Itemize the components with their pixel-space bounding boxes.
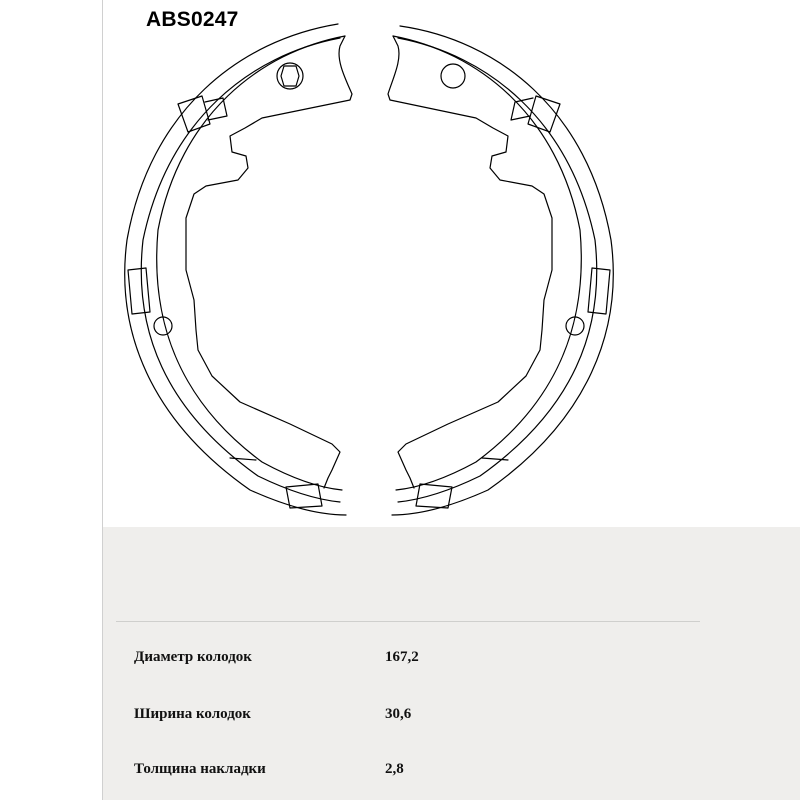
right-lining-outer <box>392 26 613 515</box>
right-rim <box>393 36 581 490</box>
spec-value: 2,8 <box>385 761 404 777</box>
spec-label: Ширина колодок <box>134 706 251 722</box>
left-clip-mid <box>128 268 150 314</box>
spec-label: Диаметр колодок <box>134 649 252 665</box>
right-brake-shoe <box>388 26 613 515</box>
left-web <box>186 36 352 488</box>
spec-row-thickness <box>0 761 800 785</box>
left-clip-bottom <box>286 484 322 508</box>
spec-value: 30,6 <box>385 706 412 722</box>
spec-row-width <box>0 706 800 730</box>
left-anchor-notch <box>281 66 299 86</box>
spec-value: 167,2 <box>385 649 419 665</box>
spec-divider <box>116 621 700 622</box>
right-clip-mid <box>588 268 610 314</box>
right-anchor-hole <box>441 64 465 88</box>
spec-row-diameter <box>0 649 800 673</box>
right-tab-2 <box>482 458 508 460</box>
left-rim <box>157 36 345 490</box>
left-brake-shoe <box>125 24 352 515</box>
part-code: ABS0247 <box>146 8 239 31</box>
left-tab-2 <box>230 458 256 460</box>
left-lining-outer <box>125 24 346 515</box>
right-clip-bottom <box>416 484 452 508</box>
right-web <box>388 36 552 488</box>
spec-label: Толщина накладки <box>134 761 266 777</box>
